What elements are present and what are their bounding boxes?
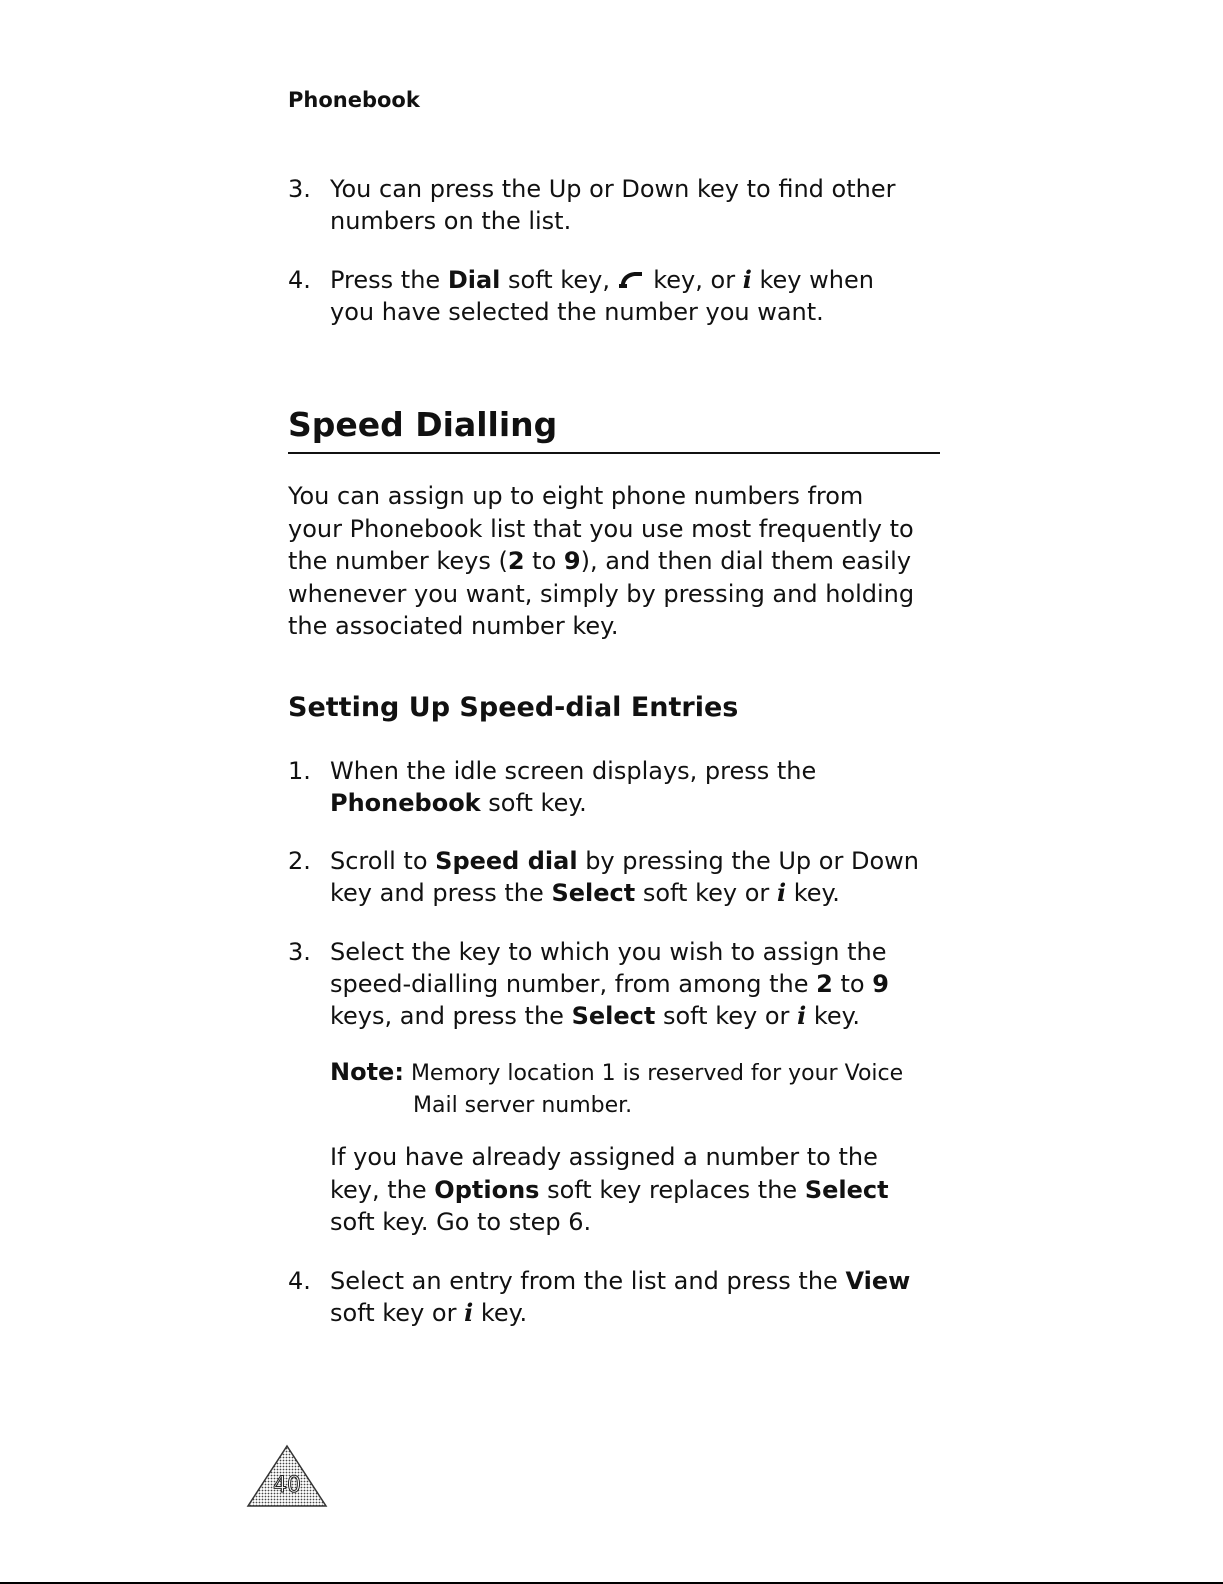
text: by pressing the Up or Down	[585, 847, 919, 875]
step-number: 3.	[288, 175, 311, 203]
i-key-icon: i	[776, 878, 787, 907]
text: soft key.	[488, 789, 587, 817]
step-text-line: When the idle screen displays, press the	[330, 757, 817, 785]
step-text-line	[330, 877, 948, 909]
note-line: Mail server number.	[413, 1093, 633, 1118]
text-line: whenever you want, simply by pressing and holding	[288, 579, 915, 608]
text-line: If you have already assigned a number to the	[330, 1143, 878, 1171]
i-key-icon: i	[742, 265, 752, 294]
text: the number keys (	[288, 547, 508, 575]
list-item	[288, 173, 948, 237]
step-text-line	[330, 1265, 948, 1297]
step-number: 4.	[288, 266, 311, 294]
text-line: You can assign up to eight phone numbers from	[288, 482, 864, 510]
i-key-icon: i	[797, 1001, 807, 1030]
step-continuation	[330, 1141, 950, 1239]
step-text-line: Select the key to which you wish to assign the	[330, 938, 887, 966]
step-text-line: you have selected the number you want.	[330, 298, 824, 326]
step-number: 3.	[288, 938, 311, 966]
view-key-label: View	[845, 1267, 911, 1295]
key-2-label: 2	[816, 970, 833, 998]
page-number-badge	[246, 1444, 328, 1508]
step-text-line	[330, 1297, 948, 1329]
page-number: 40	[273, 1473, 301, 1498]
step-text-line	[330, 1000, 948, 1032]
running-header: Phonebook	[288, 88, 420, 112]
step-number: 4.	[288, 1267, 311, 1295]
step-text-line	[330, 264, 948, 296]
select-key-label: Select	[804, 1175, 889, 1204]
section-title: Speed Dialling	[288, 405, 940, 454]
speed-dial-label: Speed dial	[435, 847, 578, 875]
list-item	[288, 845, 948, 909]
key-9-label: 9	[872, 970, 889, 998]
note-block	[330, 1056, 940, 1122]
text-line: your Phonebook list that you use most frequently to	[288, 514, 914, 543]
step-text-line	[330, 787, 948, 819]
note-colon: :	[394, 1058, 404, 1086]
text: to	[840, 970, 865, 998]
select-key-label: Select	[551, 879, 636, 907]
text-line: the associated number key.	[288, 612, 619, 640]
text: Select an entry from the list and press the	[330, 1267, 838, 1295]
note-label: Note	[330, 1058, 395, 1086]
text: key.	[793, 879, 840, 907]
text: soft key or	[330, 1299, 457, 1327]
text-line: soft key. Go to step 6.	[330, 1208, 592, 1236]
select-key-label: Select	[571, 1002, 656, 1030]
i-key-icon: i	[464, 1298, 474, 1327]
text-line	[330, 1174, 950, 1207]
phonebook-key-label: Phonebook	[330, 789, 481, 817]
step-number: 2.	[288, 847, 311, 875]
text: soft key replaces the	[547, 1175, 798, 1204]
list-item	[288, 936, 948, 1032]
text: soft key or	[642, 879, 770, 907]
list-item	[288, 1265, 948, 1329]
subsection-title: Setting Up Speed-dial Entries	[288, 692, 739, 723]
text: speed-dialling number, from among the	[330, 970, 809, 998]
step-text-line	[330, 968, 948, 1000]
step-text-line: numbers on the list.	[330, 207, 572, 235]
phone-send-icon	[618, 267, 646, 291]
key-2-label: 2	[507, 547, 525, 575]
text: key when	[759, 266, 874, 294]
text: ), and then dial them easily	[580, 547, 912, 575]
step-text-line	[330, 845, 948, 877]
step-number: 1.	[288, 757, 311, 785]
text: key.	[480, 1299, 528, 1327]
text: Scroll to	[330, 847, 428, 875]
intro-paragraph	[288, 480, 948, 643]
step-text-line: You can press the Up or Down key to find other	[330, 175, 896, 203]
text: key, the	[330, 1175, 427, 1204]
text: key.	[813, 1002, 861, 1030]
text: soft key or	[662, 1002, 790, 1030]
list-item	[288, 755, 948, 819]
options-key-label: Options	[434, 1175, 540, 1204]
note-line	[330, 1056, 940, 1090]
text: key and press the	[330, 879, 544, 907]
text: keys, and press the	[330, 1002, 564, 1030]
text: Memory location 1 is reserved for your Voice	[410, 1061, 904, 1086]
list-item	[288, 264, 948, 328]
text: Press the	[330, 266, 441, 294]
text-line	[288, 545, 948, 578]
key-9-label: 9	[563, 547, 581, 575]
text: key, or	[653, 266, 736, 294]
text: to	[524, 547, 564, 575]
text: soft key,	[508, 266, 610, 294]
dial-key-label: Dial	[447, 266, 501, 294]
